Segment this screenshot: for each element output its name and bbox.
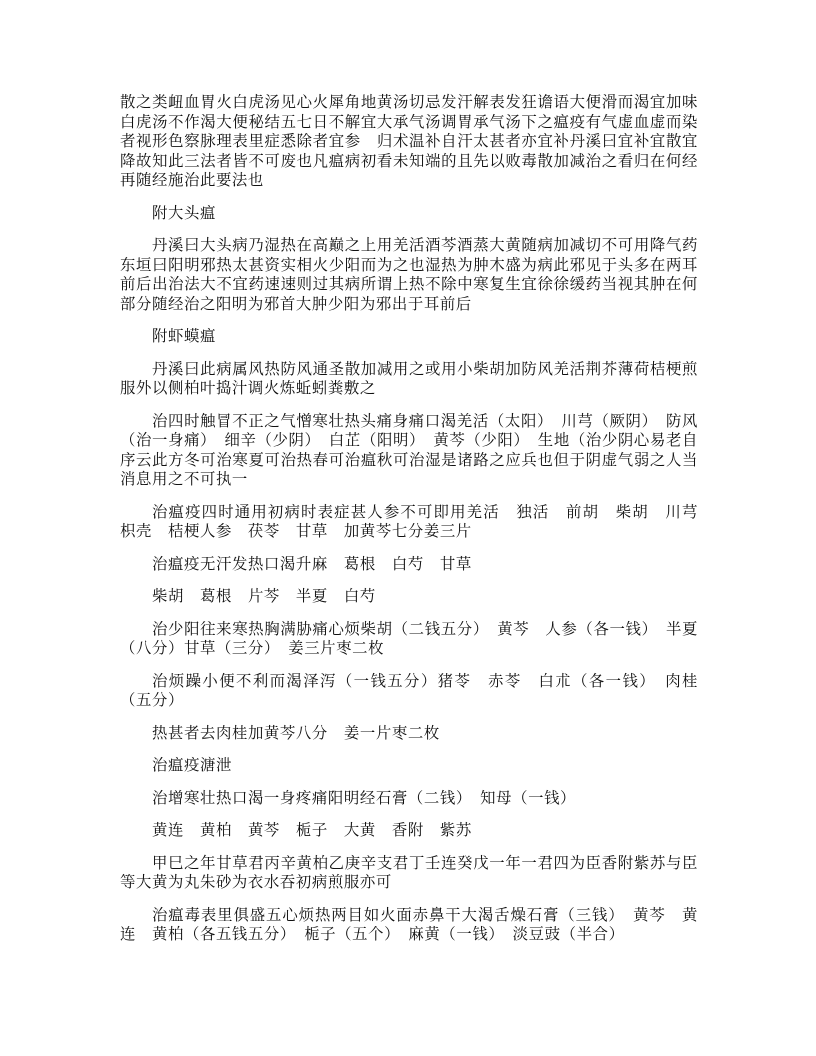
paragraph: 热甚者去肉桂加黄芩八分 姜一片枣二枚 [152, 723, 440, 742]
paragraph: 治增寒壮热口渴一身疼痛阳明经石膏（二钱） 知母（一钱） [152, 788, 577, 807]
paragraph: 治烦躁小便不利而渴泽泻（一钱五分）猪苓 赤苓 白朮（各一钱） 肉桂（五分） [120, 671, 698, 709]
document-page [120, 93, 714, 958]
paragraph: 治瘟疫四时通用初病时表症甚人参不可即用羌活 独活 前胡 柴胡 川芎 枳壳 桔梗人参 茯苓 甘草 加黄芩七分姜三片 [120, 502, 714, 540]
section-heading-xia-ma-wen: 附虾蟆瘟 [152, 327, 216, 345]
paragraph: 治四时触冒不正之气憎寒壮热头痛身痛口渴羌活（太阳） 川芎（厥阴） 防风（治一身痛） 细辛（少阴） 白芷（阳明） 黄芩（少阳） 生地（治少阴心易老自序云此方冬可治寒夏可治热春可治瘟秋可治湿是诸路之应兵也但于阴虚气弱之人当消息用之不可执一 [120, 411, 698, 488]
paragraph: 甲巳之年甘草君丙辛黄柏乙庚辛支君丁壬连癸戊一年一君四为臣香附紫苏与臣等大黄为丸朱砂为衣水吞初病煎服亦可 [120, 853, 698, 891]
paragraph: 丹溪曰大头病乃湿热在高巅之上用羌活酒芩酒蒸大黄随病加减切不可用降气药东垣曰阳明邪热太甚资实相火少阳而为之也湿热为肿木盛为病此邪见于头多在两耳前后出治法大不宜药速速则过其病所谓上热不除中寒复生宜徐徐缓药当视其肿在何部分随经治之阳明为邪首大肿少阳为邪出于耳前后 [120, 236, 698, 313]
paragraph: 治瘟疫溏泄 [152, 756, 232, 774]
paragraph: 治少阳往来寒热胸满胁痛心烦柴胡（二钱五分） 黄芩 人参（各一钱） 半夏（八分）甘草（三分） 姜三片枣二枚 [120, 619, 698, 657]
section-heading-da-tou-wen: 附大头瘟 [152, 203, 216, 222]
paragraph: 黄连 黄柏 黄芩 栀子 大黄 香附 紫苏 [152, 821, 472, 839]
paragraph: 治瘟疫无汗发热口渴升麻 葛根 白芍 甘草 [152, 554, 472, 573]
paragraph: 丹溪曰此病属风热防风通圣散加减用之或用小柴胡加防风羌活荆芥薄荷桔梗煎服外以侧柏叶捣汁调火炼蚯蚓粪敷之 [120, 359, 698, 397]
paragraph: 治瘟毒表里俱盛五心烦热两目如火面赤鼻干大渴舌燥石膏（三钱） 黄芩 黄连 黄柏（各五钱五分） 栀子（五个） 麻黄（一钱） 淡豆豉（半合） [120, 905, 698, 943]
paragraph-continuation: 散之类衄血胃火白虎汤见心火犀角地黄汤切忌发汗解表发狂谵语大便滑而渴宜加味白虎汤不作渴大便秘结五七日不解宜大承气汤调胃承气汤下之瘟疫有气虚血虚而染者视形色察脉理表里症悉除者宜参 归术温补自汗太甚者亦宜补丹溪曰宜补宜散宜降故知此三法者皆不可废也凡瘟病初看未知端的且先以败毒散加减治之看归在何经再随经施治此要法也 [120, 93, 698, 189]
paragraph: 柴胡 葛根 片芩 半夏 白芍 [152, 587, 376, 605]
